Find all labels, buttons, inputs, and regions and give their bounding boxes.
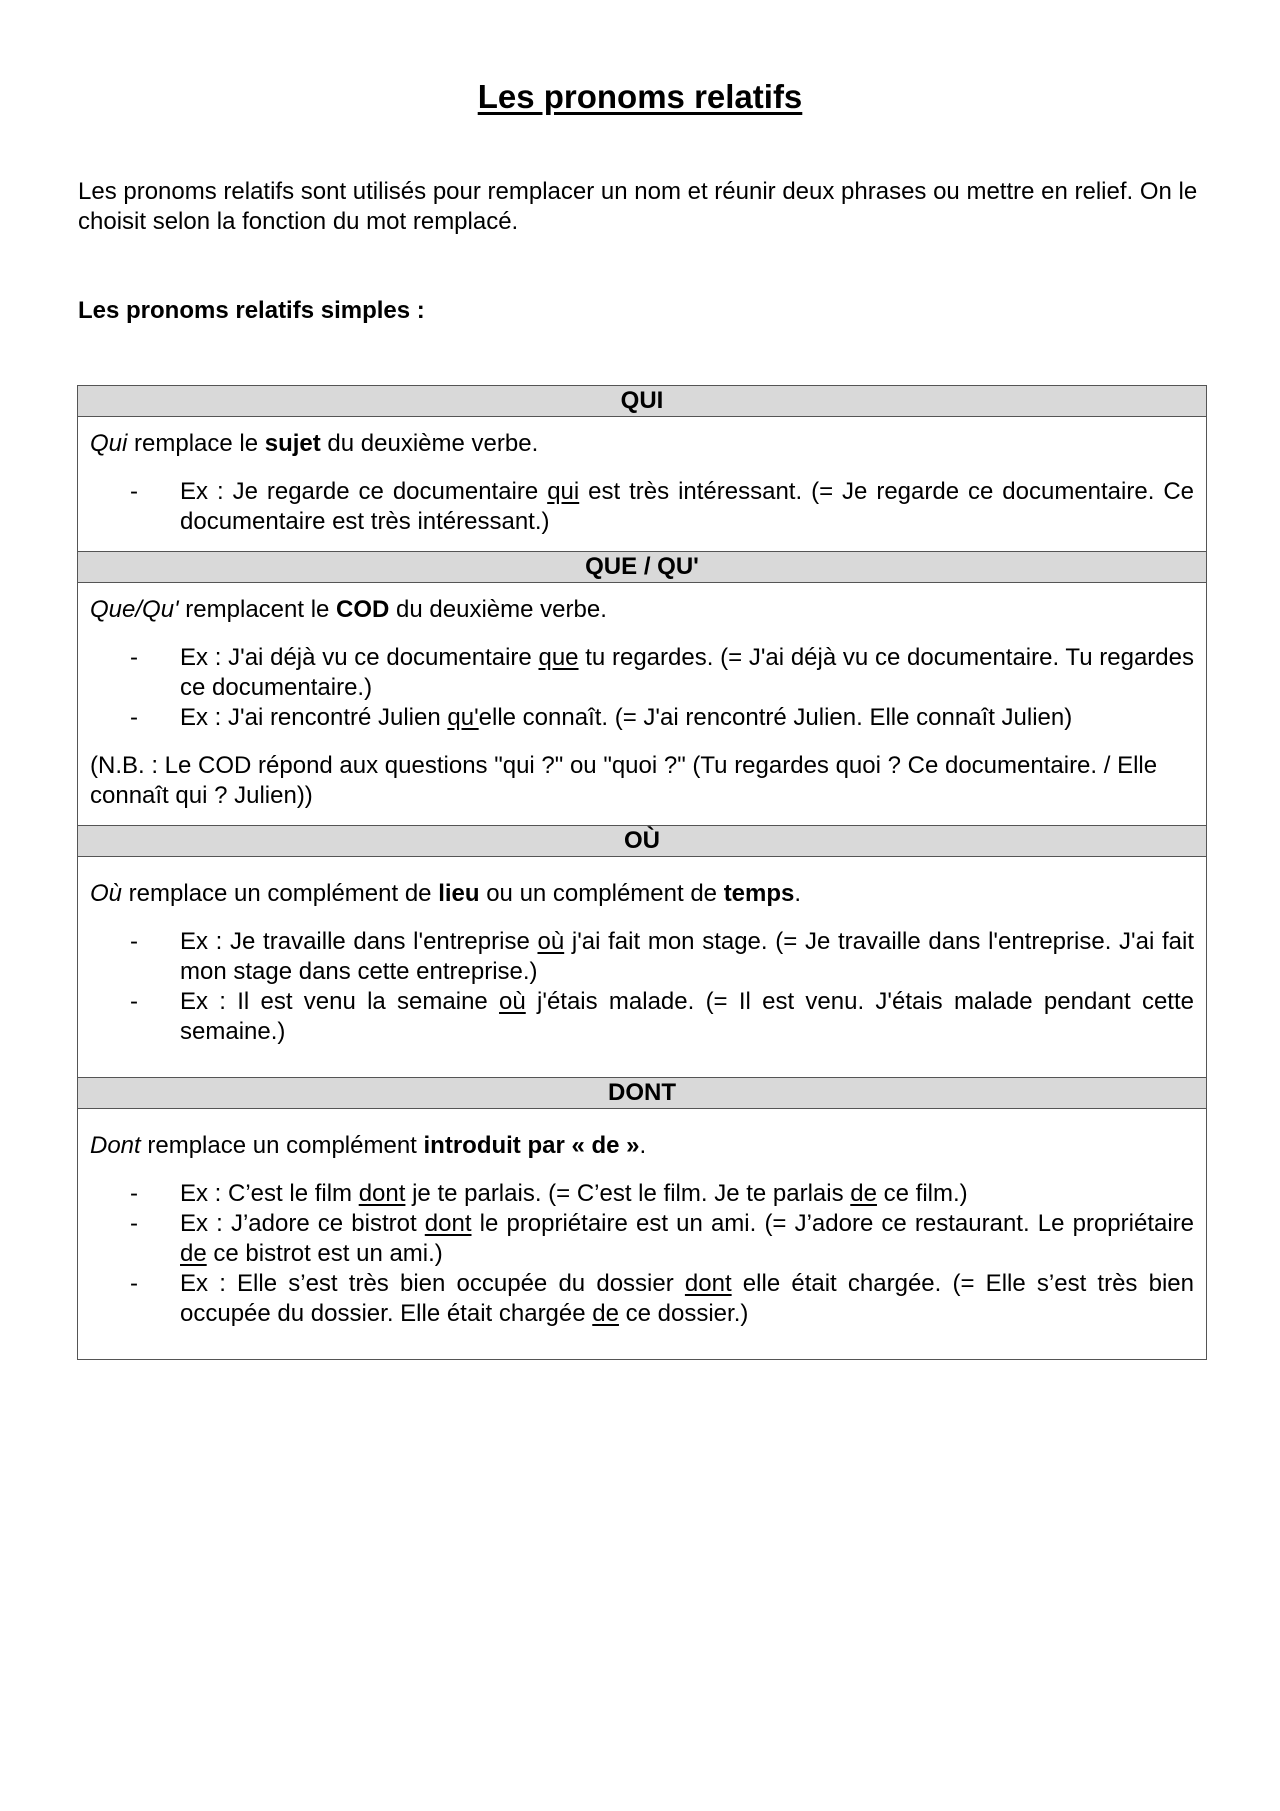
que-description: Que/Qu' remplacent le COD du deuxième verbe. — [90, 596, 607, 623]
qui-header: QUI — [78, 386, 1207, 417]
qui-body — [78, 417, 1207, 552]
dont-examples — [90, 1179, 1194, 1329]
page-title: Les pronoms relatifs — [477, 78, 803, 115]
dont-example-3: - Ex : Elle s’est très bien occupée du dossier dont elle était chargée. (= Elle s’est très bien occupée du dossier. Elle était chargée de ce dossier.) — [90, 1269, 1194, 1329]
que-examples — [90, 643, 1194, 733]
ou-example-1: - Ex : Je travaille dans l'entreprise où j'ai fait mon stage. (= Je travaille dans l'entreprise. J'ai fait mon stage dans cette entreprise.) — [90, 927, 1194, 987]
que-note: (N.B. : Le COD répond aux questions "qui ?" ou "quoi ?" (Tu regardes quoi ? Ce documentaire. / Elle connaît qui ? Julien)) — [90, 752, 1158, 809]
que-example-2: - Ex : J'ai rencontré Julien qu'elle connaît. (= J'ai rencontré Julien. Elle connaît Julien) — [90, 703, 1194, 733]
que-body — [78, 583, 1207, 826]
ou-header-row — [78, 826, 1207, 857]
ou-examples — [90, 927, 1194, 1047]
intro-paragraph: Les pronoms relatifs sont utilisés pour remplacer un nom et réunir deux phrases ou mettre en relief. On le choisit selon la fonction du mot remplacé. — [78, 178, 1198, 235]
ou-description: Où remplace un complément de lieu ou un complément de temps. — [90, 880, 802, 907]
qui-examples — [90, 477, 1194, 537]
ou-body-row — [78, 857, 1207, 1078]
qui-header-row — [78, 386, 1207, 417]
que-example-1: - Ex : J'ai déjà vu ce documentaire que tu regardes. (= J'ai déjà vu ce documentaire. Tu regardes ce documentaire.) — [90, 643, 1194, 703]
qui-example-1: - Ex : Je regarde ce documentaire qui est très intéressant. (= Je regarde ce documentaire. Ce documentaire est très intéressant.) — [90, 477, 1194, 537]
que-header: QUE / QU' — [78, 552, 1207, 583]
dont-example-2: - Ex : J’adore ce bistrot dont le propriétaire est un ami. (= J’adore ce restaurant. Le propriétaire de ce bistrot est un ami.) — [90, 1209, 1194, 1269]
que-header-row — [78, 552, 1207, 583]
ou-header: OÙ — [78, 826, 1207, 857]
pronouns-table — [77, 385, 1207, 1360]
qui-description: Qui remplace le sujet du deuxième verbe. — [90, 430, 539, 457]
dont-body-row — [78, 1109, 1207, 1360]
dont-description: Dont remplace un complément introduit par « de ». — [90, 1132, 647, 1159]
section-heading: Les pronoms relatifs simples : — [78, 297, 425, 324]
que-body-row — [78, 583, 1207, 826]
dont-body — [78, 1109, 1207, 1360]
ou-example-2: - Ex : Il est venu la semaine où j'étais malade. (= Il est venu. J'étais malade pendant cette semaine.) — [90, 987, 1194, 1047]
dont-example-1: - Ex : C’est le film dont je te parlais. (= C’est le film. Je te parlais de ce film.) — [90, 1179, 1194, 1209]
dont-header-row — [78, 1078, 1207, 1109]
dont-header: DONT — [78, 1078, 1207, 1109]
qui-body-row — [78, 417, 1207, 552]
ou-body — [78, 857, 1207, 1078]
